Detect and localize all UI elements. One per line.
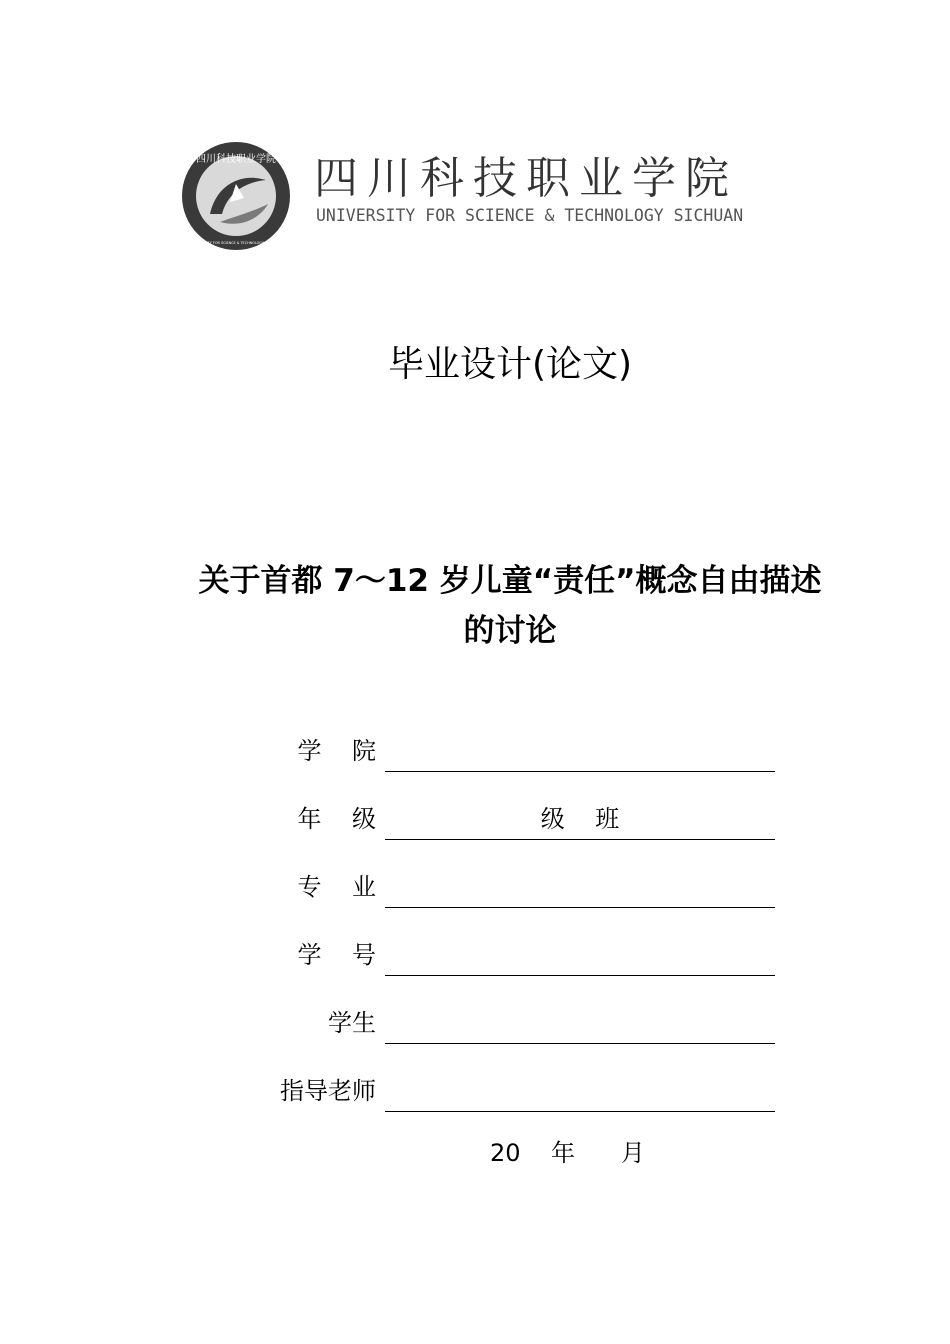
form-underline — [385, 975, 775, 976]
form-row-major — [0, 858, 950, 908]
form-label-major: 专 业 — [297, 873, 376, 901]
form-row-grade — [0, 790, 950, 840]
school-seal-logo — [180, 140, 292, 252]
form-label-student: 学生 — [328, 1009, 376, 1037]
thesis-title-line-2: 的讨论 — [463, 613, 557, 649]
thesis-title-line-1: 关于首都 7～12 岁儿童“责任”概念自由描述 — [198, 563, 822, 599]
form-label-college: 学 院 — [297, 737, 376, 765]
seal-arc-text: 四川科技职业学院 — [196, 154, 276, 165]
form-underline — [385, 1043, 775, 1044]
school-name-cn: 四川科技职业学院 — [314, 153, 738, 204]
document-type: 毕业设计(论文) — [387, 344, 633, 385]
form-underline — [385, 839, 775, 840]
form-value-grade[interactable]: 级 班 — [540, 805, 620, 833]
form-label-advisor: 指导老师 — [280, 1077, 376, 1105]
form-label-grade: 年 级 — [297, 805, 376, 833]
form-row-student-id — [0, 926, 950, 976]
form-label-student-id: 学 号 — [297, 941, 376, 969]
form-underline — [385, 907, 775, 908]
form-row-college — [0, 722, 950, 772]
school-name-en: UNIVERSITY FOR SCIENCE & TECHNOLOGY SICHUAN — [316, 206, 744, 225]
seal-bottom-text: UNIVERSITY FOR SCIENCE & TECHNOLOGY SICHUAN — [191, 241, 281, 245]
form-underline — [385, 771, 775, 772]
form-row-advisor — [0, 1062, 950, 1112]
submission-date: 20 年 月 — [490, 1139, 645, 1167]
school-header — [180, 140, 800, 252]
form-row-student — [0, 994, 950, 1044]
thesis-title — [140, 556, 880, 656]
form-underline — [385, 1111, 775, 1112]
